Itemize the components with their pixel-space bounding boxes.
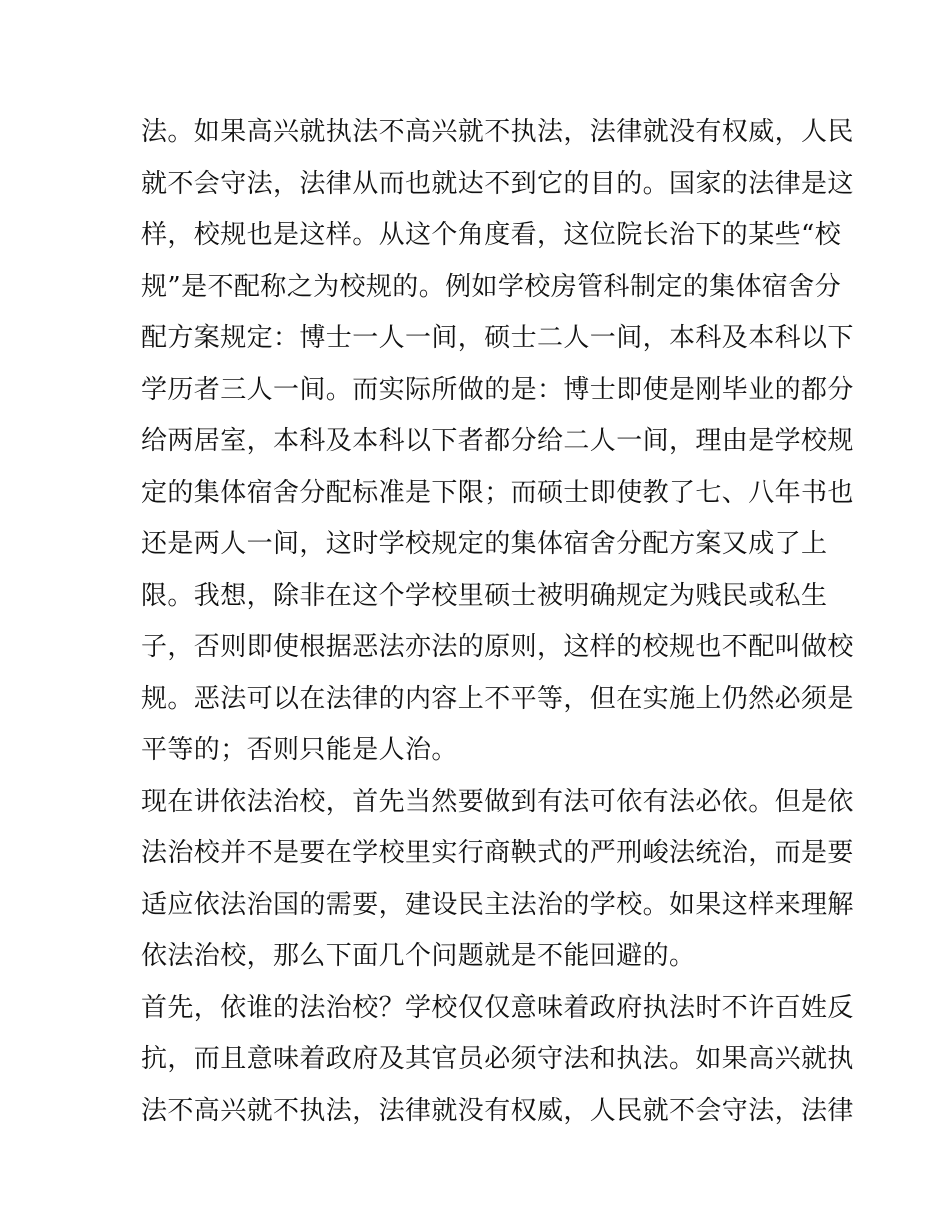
text-line: 规。恶法可以在法律的内容上不平等，但在实施上仍然必须是 (141, 683, 854, 714)
text-line: 子，否则即使根据恶法亦法的原则，这样的校规也不配叫做校 (141, 632, 854, 662)
text-line: 就不会守法，法律从而也就达不到它的目的。国家的法律是这 (141, 168, 854, 199)
text-line: 学历者三人一间。而实际所做的是：博士即使是刚毕业的都分 (141, 374, 854, 405)
text-line: 样，校规也是这样。从这个角度看，这位院长治下的某些“校 (141, 220, 842, 250)
text-line: 现在讲依法治校，首先当然要做到有法可依有法必依。但是依 (141, 786, 854, 817)
text-line: 还是两人一间，这时学校规定的集体宿舍分配方案又成了上 (141, 529, 828, 559)
text-line: 规”是不配称之为校规的。例如学校房管科制定的集体宿舍分 (141, 271, 842, 302)
text-line: 法不高兴就不执法，法律就没有权威，人民就不会守法，法律 (141, 1095, 854, 1126)
text-line: 平等的；否则只能是人治。 (141, 735, 458, 765)
text-line: 适应依法治国的需要，建设民主法治的学校。如果这样来理解 (141, 889, 854, 920)
text-line: 配方案规定：博士一人一间，硕士二人一间，本科及本科以下 (141, 323, 854, 353)
body-text (141, 107, 854, 1137)
text-line: 法治校并不是要在学校里实行商鞅式的严刑峻法统治，而是要 (141, 838, 854, 868)
text-line: 给两居室，本科及本科以下者都分给二人一间，理由是学校规 (141, 426, 854, 456)
text-line: 抗，而且意味着政府及其官员必须守法和执法。如果高兴就执 (141, 1044, 854, 1074)
text-line: 法。如果高兴就执法不高兴就不执法，法律就没有权威，人民 (141, 117, 854, 147)
text-line: 限。我想，除非在这个学校里硕士被明确规定为贱民或私生 (141, 580, 828, 611)
text-line: 首先，依谁的法治校？学校仅仅意味着政府执法时不许百姓反 (141, 992, 854, 1023)
text-line: 定的集体宿舍分配标准是下限；而硕士即使教了七、八年书也 (141, 477, 854, 508)
text-line: 依法治校，那么下面几个问题就是不能回避的。 (141, 941, 696, 971)
